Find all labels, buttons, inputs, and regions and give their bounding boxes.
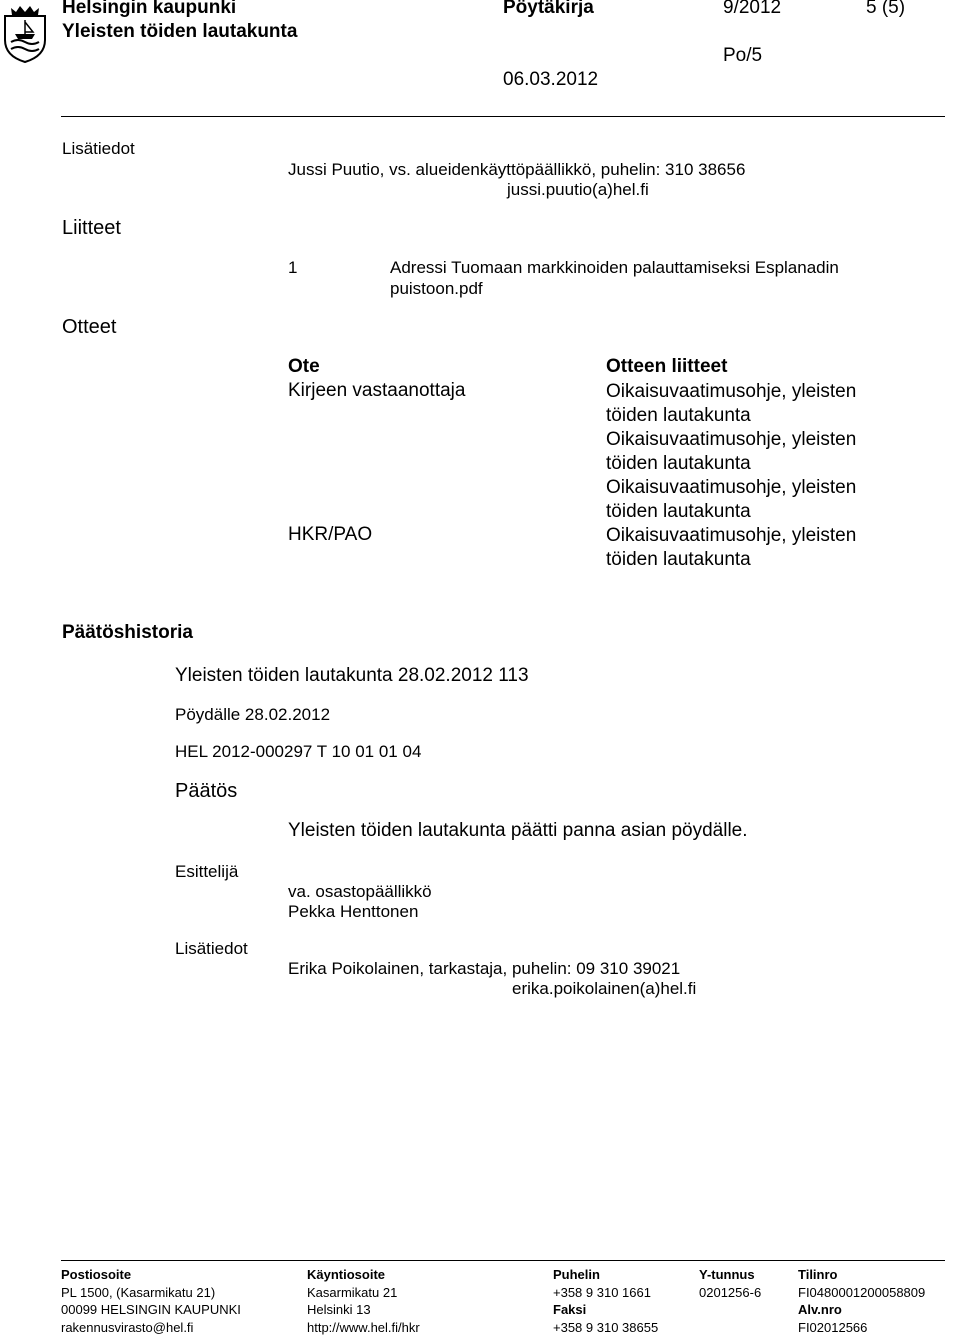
attachment-line: Oikaisuvaatimusohje, yleisten	[606, 428, 856, 452]
attachments-list	[606, 380, 856, 572]
attachment-line: Oikaisuvaatimusohje, yleisten	[606, 380, 856, 404]
history-tabled: Pöydälle 28.02.2012	[175, 705, 330, 725]
footer-fax-label: Faksi	[553, 1301, 658, 1319]
presenter-title: va. osastopäällikkö	[288, 882, 432, 902]
lisatiedot-label: Lisätiedot	[62, 139, 135, 159]
footer-phone	[553, 1266, 658, 1336]
footer-visiting-line: Kasarmikatu 21	[307, 1284, 420, 1302]
history-meeting: Yleisten töiden lautakunta 28.02.2012 113	[175, 665, 529, 687]
history-info-line1: Erika Poikolainen, tarkastaja, puhelin: 09 310 39021	[288, 959, 680, 979]
meeting-date: 06.03.2012	[503, 69, 598, 91]
footer-visiting-label: Käyntiosoite	[307, 1266, 420, 1284]
attachment-line: töiden lautakunta	[606, 404, 856, 428]
decision-label: Päätös	[175, 780, 237, 803]
liitteet-label: Liitteet	[62, 217, 121, 240]
footer-vat-number: FI02012566	[798, 1319, 925, 1336]
helsinki-crest-logo	[2, 2, 48, 64]
liitteet-line1: Adressi Tuomaan markkinoiden palauttamiseksi Esplanadin	[390, 258, 839, 278]
liitteet-number: 1	[288, 258, 297, 278]
footer-business-id-value: 0201256-6	[699, 1284, 761, 1302]
footer-visiting-line: Helsinki 13	[307, 1301, 420, 1319]
attachment-line: Oikaisuvaatimusohje, yleisten	[606, 524, 856, 548]
footer-phone-label: Puhelin	[553, 1266, 658, 1284]
doc-type: Pöytäkirja	[503, 0, 594, 19]
recipient-1: Kirjeen vastaanottaja	[288, 380, 465, 402]
footer-website-link[interactable]: http://www.hel.fi/hkr	[307, 1319, 420, 1336]
history-info-label: Lisätiedot	[175, 939, 248, 959]
footer-visiting-address	[307, 1266, 420, 1336]
board-name: Yleisten töiden lautakunta	[62, 21, 297, 43]
section-code: Po/5	[723, 45, 762, 67]
org-name: Helsingin kaupunki	[62, 0, 236, 19]
attachment-line: töiden lautakunta	[606, 500, 856, 524]
liitteet-line2: puistoon.pdf	[390, 279, 483, 299]
presenter-label: Esittelijä	[175, 862, 238, 882]
doc-number: 9/2012	[723, 0, 781, 19]
footer-account-number: FI0480001200058809	[798, 1284, 925, 1302]
footer-vat-label: Alv.nro	[798, 1301, 925, 1319]
footer-divider	[61, 1260, 945, 1261]
history-info-email: erika.poikolainen(a)hel.fi	[512, 979, 696, 999]
ote-column-header: Ote	[288, 356, 320, 378]
attachment-line: Oikaisuvaatimusohje, yleisten	[606, 476, 856, 500]
footer-phone-number: +358 9 310 1661	[553, 1284, 658, 1302]
footer-account-label: Tilinro	[798, 1266, 925, 1284]
footer-postal-line: PL 1500, (Kasarmikatu 21)	[61, 1284, 241, 1302]
footer-account	[798, 1266, 925, 1336]
footer-postal-line: 00099 HELSINGIN KAUPUNKI	[61, 1301, 241, 1319]
otteet-label: Otteet	[62, 316, 116, 339]
history-title: Päätöshistoria	[62, 622, 193, 644]
attachment-line: töiden lautakunta	[606, 452, 856, 476]
decision-text: Yleisten töiden lautakunta päätti panna asian pöydälle.	[288, 820, 748, 842]
footer-postal-label: Postiosoite	[61, 1266, 241, 1284]
otteen-liitteet-header: Otteen liitteet	[606, 356, 727, 378]
attachment-line: töiden lautakunta	[606, 548, 856, 572]
footer-business-id-label: Y-tunnus	[699, 1266, 761, 1284]
footer-postal-address	[61, 1266, 241, 1336]
history-reference: HEL 2012-000297 T 10 01 01 04	[175, 742, 421, 762]
page-count: 5 (5)	[866, 0, 905, 19]
footer-business-id	[699, 1266, 761, 1301]
header-divider	[61, 116, 945, 117]
footer-fax-number: +358 9 310 38655	[553, 1319, 658, 1336]
presenter-name: Pekka Henttonen	[288, 902, 418, 922]
recipient-2: HKR/PAO	[288, 524, 372, 546]
footer-email[interactable]: rakennusvirasto@hel.fi	[61, 1319, 241, 1336]
lisatiedot-line1: Jussi Puutio, vs. alueidenkäyttöpäällikkö, puhelin: 310 38656	[288, 160, 745, 180]
lisatiedot-email: jussi.puutio(a)hel.fi	[507, 180, 649, 200]
